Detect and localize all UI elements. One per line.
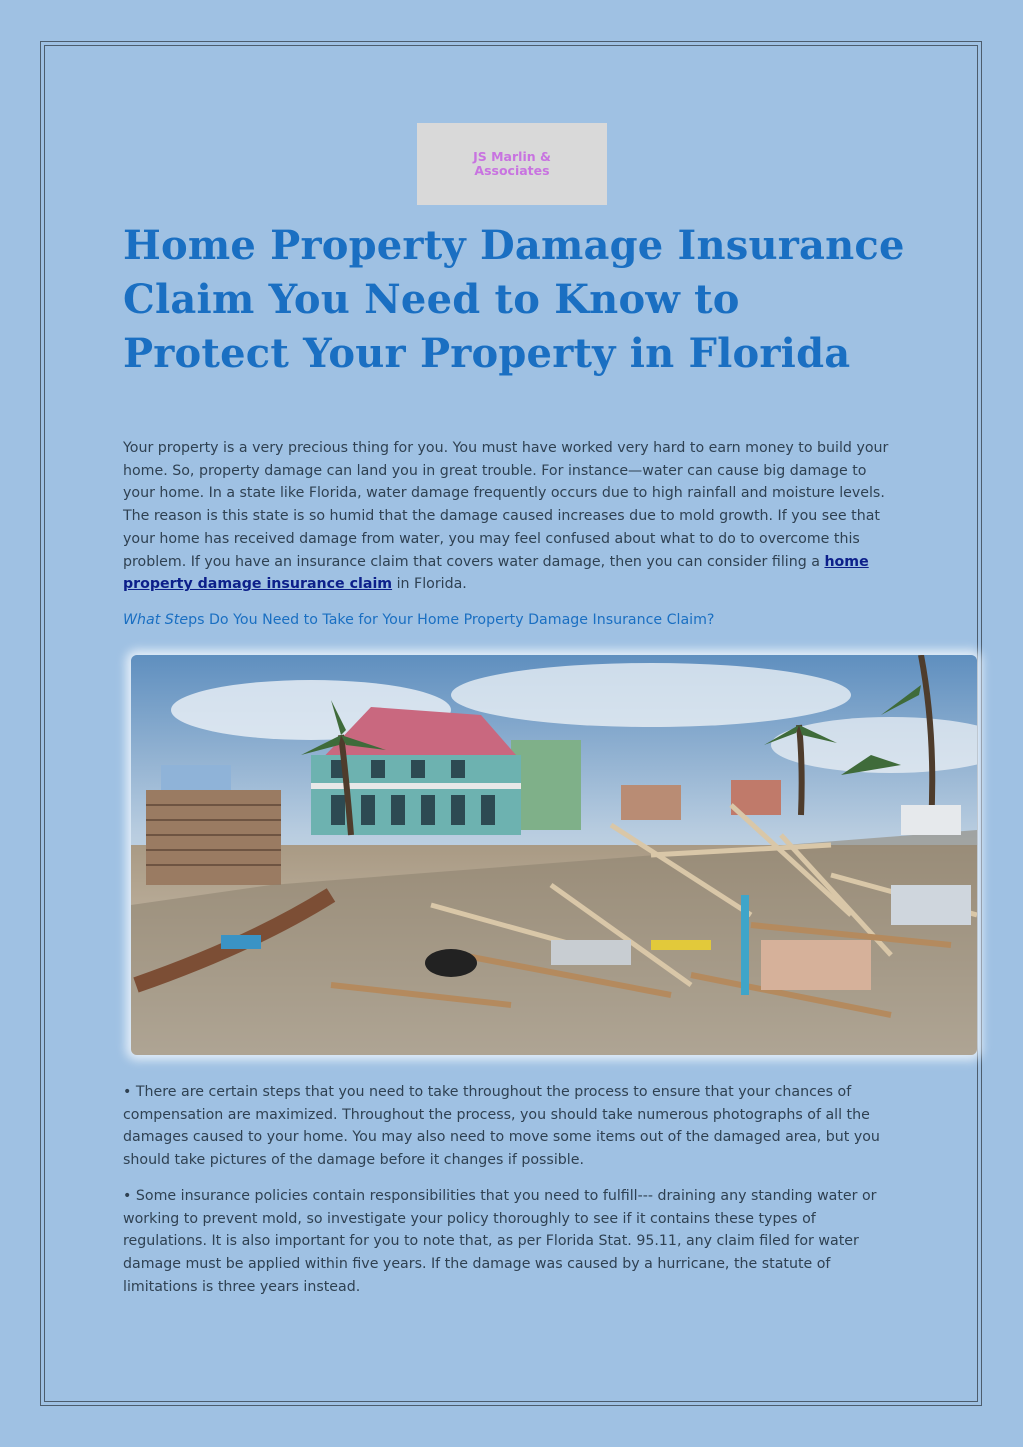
page-title-line-1: Home Property Damage Insurance <box>123 222 905 269</box>
hurricane-damage-illustration <box>131 655 977 1055</box>
page-title <box>123 219 943 381</box>
bullet-photographs: • There are certain steps that you need to take throughout the process to ensure that your chances of compensation are maximized. Throughout the process, you should take numerous photographs of all the damages caused to your home. You may also need to move some items out of the damaged area, but you should take pictures of the damage before it changes if possible. <box>123 1084 880 1169</box>
subheading-rest: ps Do You Need to Take for Your Home Property Damage Insurance Claim? <box>188 612 715 628</box>
intro-text: Your property is a very precious thing for you. You must have worked very hard to earn money to build your home. So, property damage can land you in great trouble. For instance—water can cause big damage to your home. In a state like Florida, water damage frequently occurs due to high rainfall and moisture levels. The reason is this state is so humid that the damage caused increases due to mold growth. If you see that your home has received damage from water, you may feel confused about what to do to overcome this problem. If you have an insurance claim that covers water damage, then you can consider filing a <box>123 440 889 570</box>
hurricane-damage-photo <box>131 655 977 1055</box>
company-logo <box>417 123 607 205</box>
page-title-line-3: Protect Your Property in Florida <box>123 330 851 377</box>
insurance-claim-link[interactable]: home property damage insurance claim <box>123 553 869 593</box>
intro-suffix: in Florida. <box>392 576 467 593</box>
intro-paragraph <box>123 437 898 596</box>
logo-line-1: JS Marlin & <box>473 149 551 164</box>
bullet-policy-responsibilities: • Some insurance policies contain responsibilities that you need to fulfill--- draining any standing water or working to prevent mold, so investigate your policy thoroughly to see if it contains these types of regulations. It is also important for you to note that, as per Florida Stat. 95.11, any claim filed for water damage must be applied within five years. If the damage was caused by a hurricane, the statute of limitations is three years instead. <box>123 1188 877 1295</box>
company-logo-mark <box>417 123 607 205</box>
page-title-line-2: Claim You Need to Know to <box>123 276 740 323</box>
steps-subheading <box>123 609 714 631</box>
logo-line-2: Associates <box>474 163 550 178</box>
subheading-italic: What Ste <box>123 612 189 628</box>
